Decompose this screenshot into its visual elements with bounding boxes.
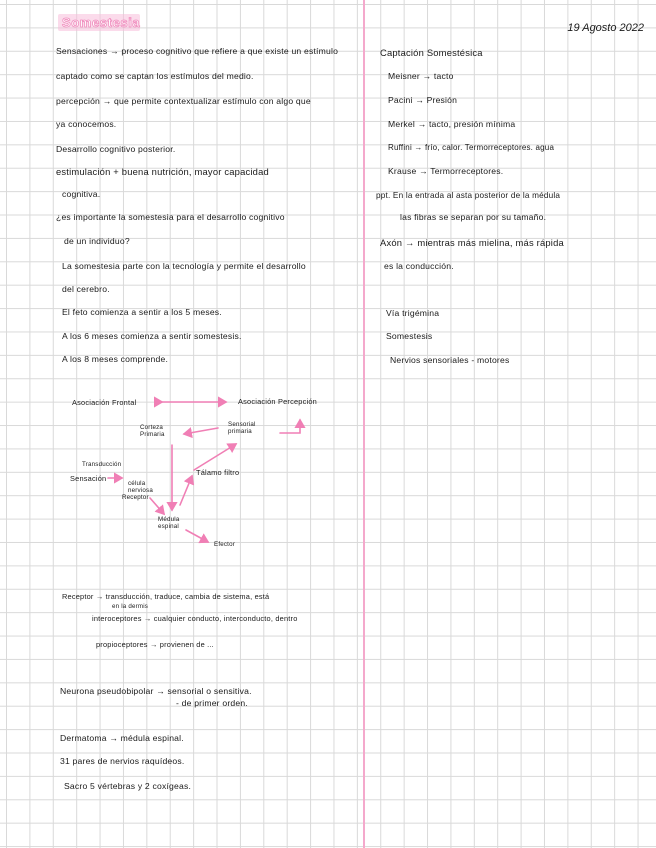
diagram-label-efector: Efector [214, 541, 236, 548]
note-line: cognitiva. [62, 189, 101, 199]
note-line: propioceptores → provienen de ... [96, 640, 214, 649]
diagram-label-medula: Médula espinal [158, 516, 180, 530]
note-line: Ruffini → frío, calor. Termorreceptores. agua [388, 143, 555, 152]
note-line: ¿es importante la somestesia para el desarrollo cognitivo [56, 212, 285, 222]
note-line: estimulación + buena nutrición, mayor capacidad [56, 166, 269, 177]
note-heading: Captación Somestésica [380, 47, 483, 58]
diagram-label-asociacion-frontal: Asociación Frontal [72, 398, 137, 407]
note-line: Neurona pseudobipolar → sensorial o sensitiva. [60, 686, 252, 696]
note-line: A los 6 meses comienza a sentir somestesis. [62, 331, 242, 341]
note-line: El feto comienza a sentir a los 5 meses. [62, 307, 222, 317]
diagram-label-talamo: Tálamo filtro [196, 468, 240, 477]
diagram-label-transduccion: Transducción [82, 461, 122, 468]
note-line: Pacini → Presión [388, 95, 458, 105]
note-line: Meisner → tacto [388, 71, 454, 81]
note-line: Dermatoma → médula espinal. [60, 733, 184, 743]
note-line: Sensaciones → proceso cognitivo que refiere a que existe un estímulo [56, 46, 339, 56]
diagram-label-sensacion: Sensación [70, 474, 107, 483]
note-line: ya conocemos. [56, 119, 117, 129]
diagram-label-asociacion-percepcion: Asociación Percepción [238, 397, 317, 406]
note-subline: en la dermis [112, 603, 149, 610]
arrow-sensorial-corteza [184, 428, 218, 434]
note-line: 31 pares de nervios raquídeos. [60, 756, 185, 766]
note-line: las fibras se separan por su tamaño. [400, 212, 547, 222]
note-line: La somestesia parte con la tecnología y permite el desarrollo [62, 261, 306, 271]
page-title: Somestesia [62, 15, 141, 30]
page-date: 19 Agosto 2022 [567, 22, 644, 34]
note-line: Somestesis [386, 331, 433, 341]
arrow-talamo-sensorial [194, 444, 236, 470]
note-line: Receptor → transducción, traduce, cambia de sistema, está [62, 592, 270, 601]
note-line: - de primer orden. [176, 698, 248, 708]
note-line: interoceptores → cualquier conducto, interconducto, dentro [92, 614, 298, 623]
diagram-label-corteza-primaria: Corteza Primaria [140, 424, 165, 438]
diagram-label-receptor: Receptor [122, 494, 149, 501]
note-line: es la conducción. [384, 261, 454, 271]
note-line: Vía trigémina [386, 308, 440, 318]
note-line: captado como se captan los estímulos del medio. [56, 71, 254, 81]
note-line: Sacro 5 vértebras y 2 coxígeas. [64, 781, 192, 791]
arrow-medula-talamo [180, 476, 192, 505]
note-line: del cerebro. [62, 284, 110, 294]
note-line: ppt. En la entrada al asta posterior de la médula [376, 191, 561, 200]
note-line: percepción → que permite contextualizar estímulo con algo que [56, 96, 311, 106]
note-line: Desarrollo cognitivo posterior. [56, 144, 176, 154]
note-line: Krause → Termorreceptores. [388, 166, 504, 176]
arrow-medula-efector [186, 530, 208, 542]
note-line: Nervios sensoriales - motores [390, 355, 510, 365]
note-line: de un individuo? [64, 236, 130, 246]
note-line: Merkel → tacto, presión mínima [388, 119, 516, 129]
note-line: Axón → mientras más mielina, más rápida [380, 237, 564, 248]
diagram-label-celula-nerviosa: célula nerviosa [128, 480, 153, 494]
arrow-sensorial-percepcion [280, 420, 300, 433]
arrow-receptor-medula [150, 498, 164, 514]
note-line: A los 8 meses comprende. [62, 354, 169, 364]
diagram-label-sensorial-primaria: Sensorial primaria [228, 421, 256, 435]
